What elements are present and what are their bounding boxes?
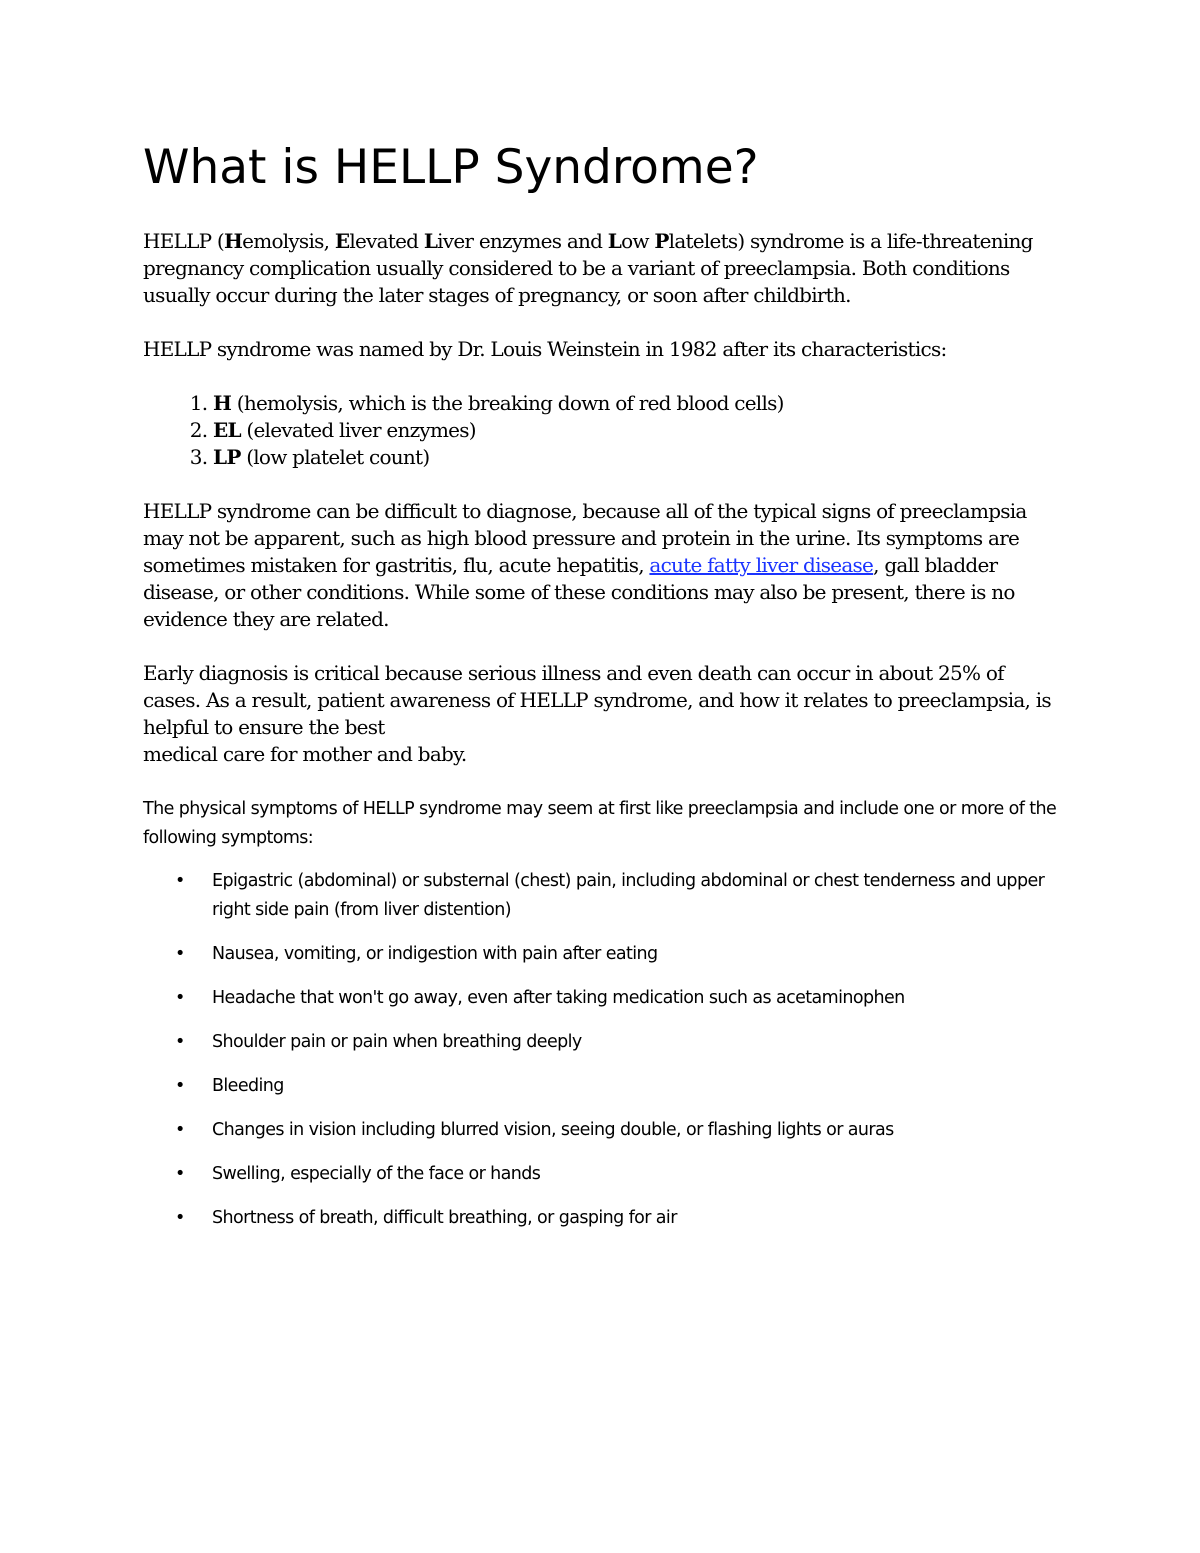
intro-text: ow xyxy=(621,229,655,254)
symptom-item xyxy=(143,1072,1063,1101)
bullet-icon: • xyxy=(175,1164,185,1185)
named-by-paragraph: HELLP syndrome was named by Dr. Louis Weinstein in 1982 after its characteristics: xyxy=(143,337,947,362)
symptom-item xyxy=(143,1116,1063,1145)
bullet-icon: • xyxy=(175,988,185,1009)
bullet-icon: • xyxy=(175,944,185,965)
page-title: What is HELLP Syndrome? xyxy=(143,140,759,195)
symptom-item xyxy=(143,940,1063,969)
intro-bold-letter: L xyxy=(423,229,438,254)
bullet-icon: • xyxy=(175,1120,185,1141)
characteristic-abbrev: LP xyxy=(213,445,241,470)
diagnosis-paragraph xyxy=(143,498,1063,633)
characteristic-abbrev: EL xyxy=(213,418,241,443)
characteristic-text: (hemolysis, which is the breaking down of red blood cells) xyxy=(231,391,784,416)
symptom-text: Shortness of breath, difficult breathing, or gasping for air xyxy=(212,1208,677,1229)
characteristic-text: (low platelet count) xyxy=(240,445,430,470)
intro-text: emolysis, xyxy=(242,229,335,254)
symptom-text: Changes in vision including blurred vision, seeing double, or flashing lights or auras xyxy=(212,1120,894,1141)
bullet-icon: • xyxy=(175,1208,185,1229)
symptom-item xyxy=(143,984,1063,1013)
bullet-icon: • xyxy=(175,1076,185,1097)
symptom-text: Swelling, especially of the face or hands xyxy=(212,1164,541,1185)
symptom-item xyxy=(143,1028,1063,1057)
symptom-text: Bleeding xyxy=(212,1076,284,1097)
symptom-text: Shoulder pain or pain when breathing deeply xyxy=(212,1032,582,1053)
symptom-item xyxy=(143,1160,1063,1189)
intro-bold-letter: P xyxy=(654,229,669,254)
symptom-text: Headache that won't go away, even after taking medication such as acetaminophen xyxy=(212,988,905,1009)
diagnosis-text: HELLP syndrome can be difficult to diagnose, because all of the typical signs of preeclampsia may not be apparent, such as high blood pressure and protein in the urine. Its symptoms are sometimes mistaken for gastritis, flu, acute hepatitis, xyxy=(143,499,1027,578)
intro-bold-letter: H xyxy=(223,229,243,254)
intro-paragraph xyxy=(143,228,1063,309)
intro-text: HELLP ( xyxy=(143,229,224,254)
characteristic-item xyxy=(213,390,1063,417)
symptom-item xyxy=(143,867,1063,925)
document-body xyxy=(143,140,1063,1248)
intro-bold-letter: L xyxy=(607,229,622,254)
acute-fatty-liver-disease-link[interactable]: acute fatty liver disease xyxy=(649,553,874,578)
intro-bold-letter: E xyxy=(334,229,350,254)
symptom-text: Nausea, vomiting, or indigestion with pain after eating xyxy=(212,944,658,965)
characteristic-abbrev: H xyxy=(213,391,232,416)
intro-text: iver enzymes and xyxy=(437,229,608,254)
intro-text: latelets) syndrome is a life-threatening pregnancy complication usually considered to be a variant of preeclampsia. Both conditions usually occur during the later stages of pregnancy, or soon after childbirth. xyxy=(143,229,1033,308)
early-diagnosis-text: medical care for mother and baby. xyxy=(143,742,467,767)
symptom-item xyxy=(143,1204,1063,1233)
bullet-icon: • xyxy=(175,1032,185,1053)
early-diagnosis-text: Early diagnosis is critical because serious illness and even death can occur in about 25% of cases. As a result, patient awareness of HELLP syndrome, and how it relates to preeclampsia, is helpful to ensure the best xyxy=(143,661,1051,740)
intro-text: levated xyxy=(349,229,424,254)
early-diagnosis-paragraph xyxy=(143,660,1063,768)
characteristic-item xyxy=(213,417,1063,444)
symptoms-intro: The physical symptoms of HELLP syndrome may seem at first like preeclampsia and include one or more of the following symptoms: xyxy=(143,799,1057,849)
diagnosis-text: , gall bladder disease, or other conditions. While some of these conditions may also be present, there is no evidence they are related. xyxy=(143,553,1015,632)
symptoms-list xyxy=(143,867,1063,1233)
bullet-icon: • xyxy=(175,871,185,892)
characteristic-text: (elevated liver enzymes) xyxy=(240,418,476,443)
characteristic-item xyxy=(213,444,1063,471)
characteristics-list xyxy=(143,390,1063,471)
symptom-text: Epigastric (abdominal) or substernal (chest) pain, including abdominal or chest tenderness and upper right side pain (from liver distention) xyxy=(212,871,1045,921)
